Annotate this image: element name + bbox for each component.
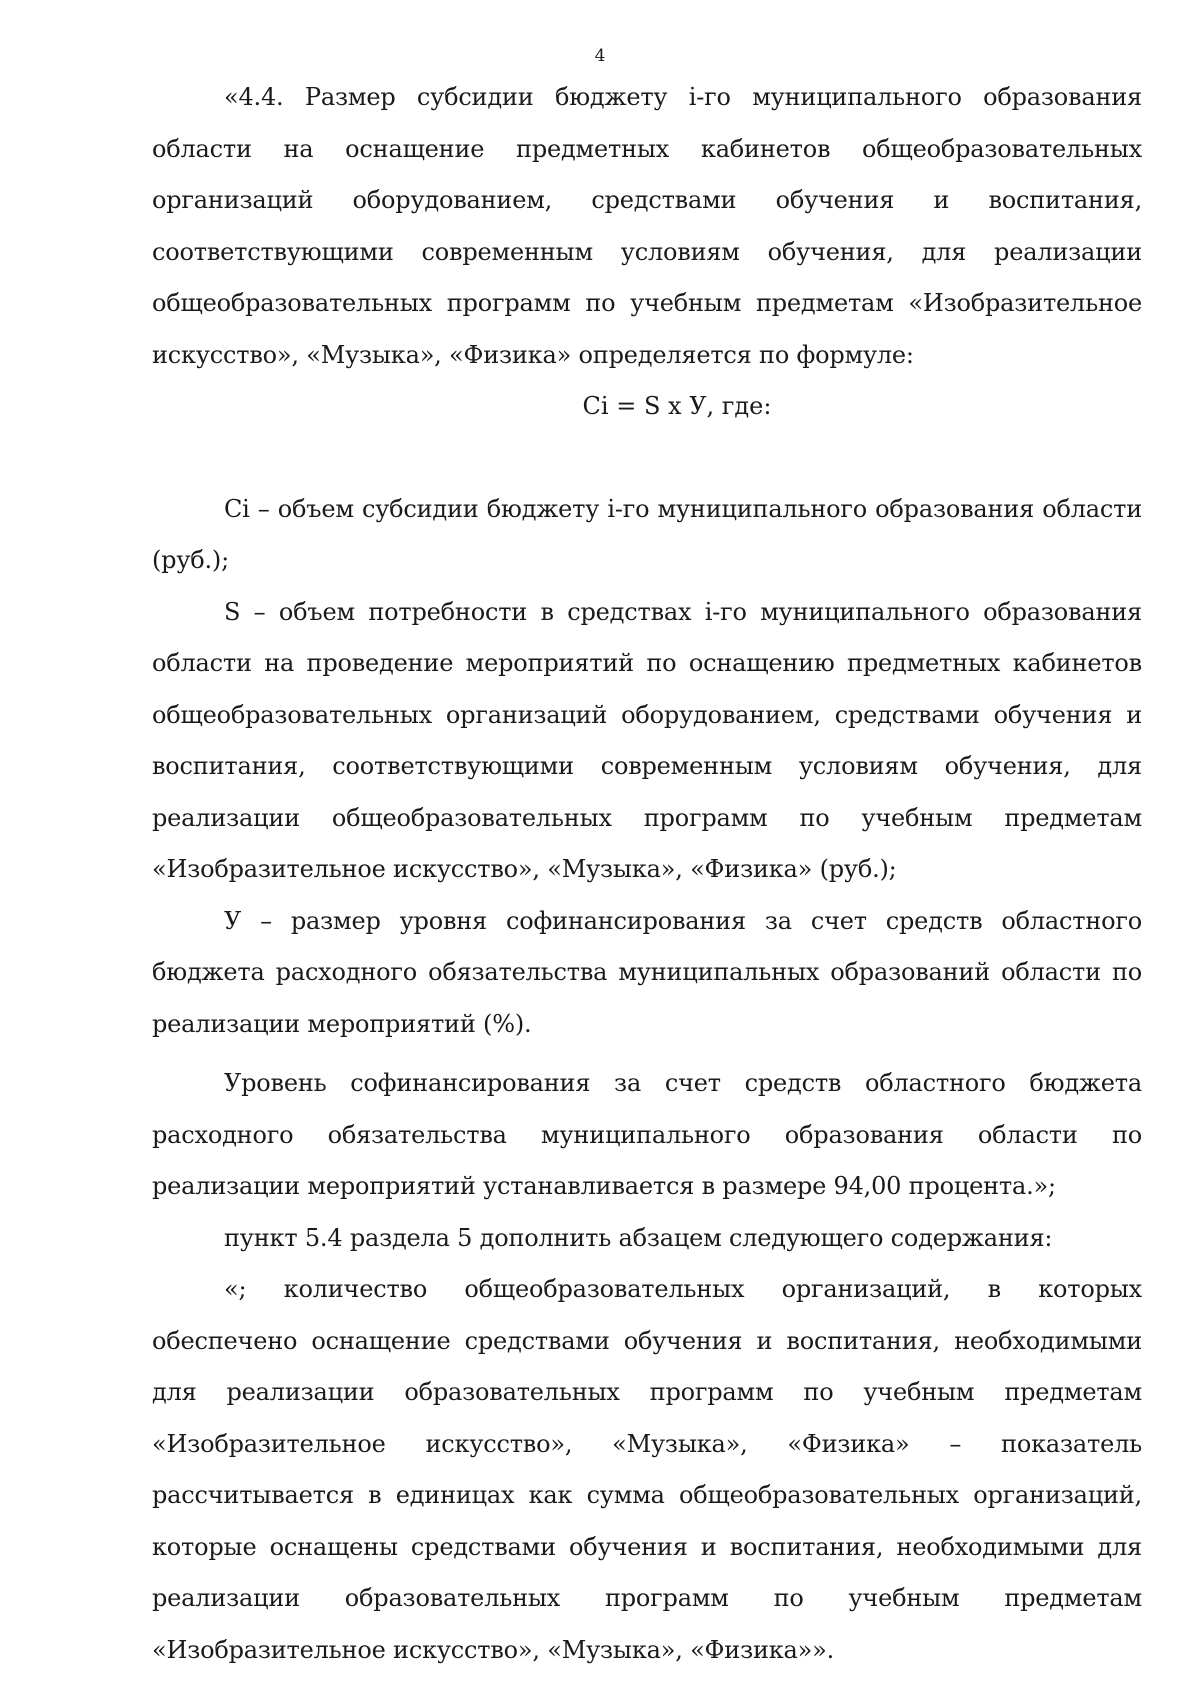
page-number: 4	[594, 46, 606, 66]
paragraph-item-5-4: пункт 5.4 раздела 5 дополнить абзацем следующего содержания:	[224, 1223, 1053, 1252]
paragraph-s-definition: S – объем потребности в средствах i-го муниципального образования области на проведение мероприятий по оснащению предметных кабинетов общеобразовательных организаций оборудованием, средствами обучения и воспитания, соответствующими современным условиям обучения, для реализации общеобразовательных программ по учебным предметам «Изобразительное искусство», «Музыка», «Физика» (руб.);	[152, 597, 1142, 883]
paragraph-ci-definition: Ci – объем субсидии бюджету i-го муниципального образования области (руб.);	[152, 494, 1142, 574]
formula: Ci = S x У, где:	[582, 392, 772, 420]
paragraph-u-definition: У – размер уровня софинансирования за счет средств областного бюджета расходного обязательства муниципальных образований области по реализации мероприятий (%).	[152, 906, 1142, 1038]
paragraph-4-4-subsidy-size: «4.4. Размер субсидии бюджету i-го муниципального образования области на оснащение предметных кабинетов общеобразовательных организаций оборудованием, средствами обучения и воспитания, соответствующими современным условиям обучения, для реализации общеобразовательных программ по учебным предметам «Изобразительное искусство», «Музыка», «Физика» определяется по формуле:	[152, 83, 1142, 369]
paragraph-indicator: «; количество общеобразовательных организаций, в которых обеспечено оснащение средствами обучения и воспитания, необходимыми для реализации образовательных программ по учебным предметам «Изобразительное искусство», «Музыка», «Физика» – показатель рассчитывается в единицах как сумма общеобразовательных организаций, которые оснащены средствами обучения и воспитания, необходимыми для реализации образовательных программ по учебным предметам «Изобразительное искусство», «Музыка», «Физика»».	[152, 1275, 1142, 1664]
paragraph-cofinancing-level: Уровень софинансирования за счет средств областного бюджета расходного обязательства муниципального образования области по реализации мероприятий устанавливается в размере 94,00 процента.»;	[152, 1069, 1142, 1200]
